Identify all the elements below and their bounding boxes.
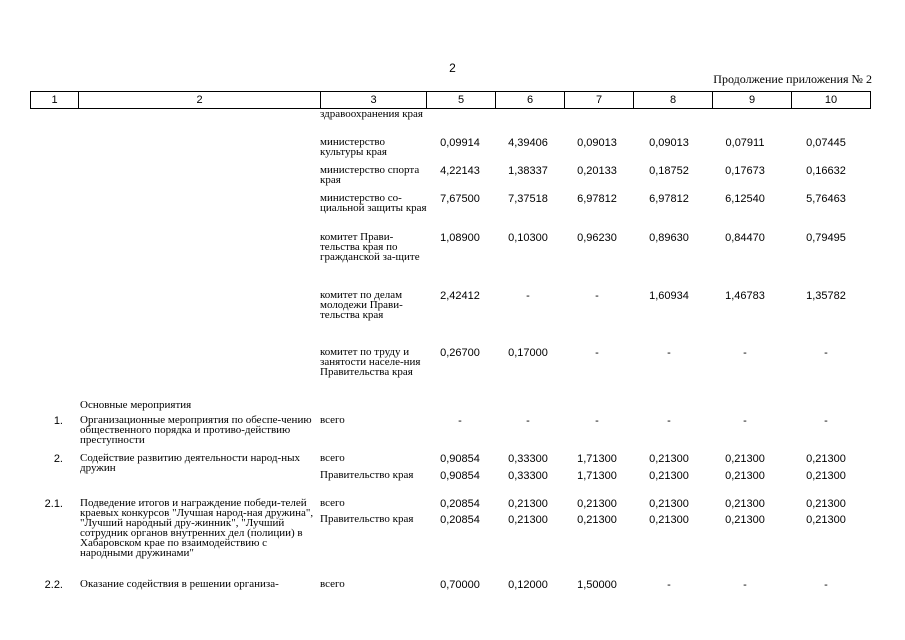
value-cell: 1,50000 [577,579,617,591]
value-cell: 7,37518 [508,193,548,205]
value-cell: - [667,415,671,427]
value-cell: 0,20854 [440,514,480,526]
value-cell: 0,21300 [649,453,689,465]
value-cell: 0,16632 [806,165,846,177]
executor-cell: Правительство края [320,513,414,525]
value-cell: 0,20133 [577,165,617,177]
value-cell: 0,07445 [806,137,846,149]
value-cell: 0,12000 [508,579,548,591]
value-cell: 0,09013 [649,137,689,149]
value-cell: 0,90854 [440,453,480,465]
page-number: 2 [449,61,456,75]
executor-cell: здравоохранения края [320,108,423,120]
executor-cell: всего [320,578,345,590]
value-cell: 6,12540 [725,193,765,205]
header-col-9: 9 [713,92,792,109]
value-cell: 0,21300 [806,470,846,482]
activity-name: Подведение итогов и награждение победи-телей краевых конкурсов "Лучшая народ-ная дружина", "Лучший народный дру-жинник", "Лучший сотрудник органов внутренних дел (полиции) в Хабаровском крае по взаимодействию с народными дружинами" [80,497,314,559]
value-cell: - [595,347,599,359]
value-cell: - [824,415,828,427]
value-cell: - [743,579,747,591]
value-cell: 0,21300 [806,453,846,465]
value-cell: 0,17000 [508,347,548,359]
value-cell: 1,46783 [725,290,765,302]
column-header-table [30,91,871,109]
value-cell: - [526,290,530,302]
value-cell: - [595,415,599,427]
header-col-6: 6 [496,92,565,109]
value-cell: 0,70000 [440,579,480,591]
value-cell: 6,97812 [649,193,689,205]
value-cell: 0,89630 [649,232,689,244]
value-cell: 7,67500 [440,193,480,205]
header-col-7: 7 [565,92,634,109]
row-number: 1. [53,415,63,427]
row-number: 2. [53,453,63,465]
value-cell: 1,08900 [440,232,480,244]
executor-cell: всего [320,414,345,426]
activity-name: Оказание содействия в решении организа- [80,578,279,590]
value-cell: 0,90854 [440,470,480,482]
executor-cell: министерство со-циальной защиты края [320,192,427,214]
value-cell: 0,09914 [440,137,480,149]
value-cell: 4,22143 [440,165,480,177]
value-cell: 0,26700 [440,347,480,359]
activity-name: Содействие развитию деятельности народ-ных дружин [80,452,300,474]
value-cell: - [526,415,530,427]
value-cell: - [743,347,747,359]
header-col-10: 10 [792,92,871,109]
value-cell: 0,18752 [649,165,689,177]
section-heading: Основные мероприятия [80,399,192,411]
value-cell: 0,21300 [806,514,846,526]
value-cell: 1,71300 [577,453,617,465]
executor-cell: всего [320,452,345,464]
value-cell: 0,21300 [508,498,548,510]
value-cell: 0,96230 [577,232,617,244]
executor-cell: Правительство края [320,469,414,481]
value-cell: 0,21300 [725,514,765,526]
value-cell: 0,09013 [577,137,617,149]
executor-cell: комитет по делам молодежи Прави-тельства края [320,289,403,321]
value-cell: - [458,415,462,427]
executor-cell: всего [320,497,345,509]
value-cell: 0,17673 [725,165,765,177]
value-cell: - [595,290,599,302]
header-col-1: 1 [31,92,79,109]
value-cell: 1,35782 [806,290,846,302]
header-col-8: 8 [634,92,713,109]
value-cell: 0,21300 [725,498,765,510]
value-cell: 0,20854 [440,498,480,510]
value-cell: 2,42412 [440,290,480,302]
value-cell: - [824,579,828,591]
value-cell: 0,07911 [725,137,765,149]
value-cell: 0,21300 [649,514,689,526]
continuation-title: Продолжение приложения № 2 [713,72,872,86]
value-cell: 6,97812 [577,193,617,205]
value-cell: - [667,347,671,359]
value-cell: 1,38337 [508,165,548,177]
executor-cell: комитет по труду и занятости населе-ния Правительства края [320,346,421,378]
header-col-3: 3 [321,92,427,109]
row-number: 2.2. [44,579,63,591]
value-cell: 1,60934 [649,290,689,302]
value-cell: 5,76463 [806,193,846,205]
row-number: 2.1. [44,498,63,510]
executor-cell: министерство спорта края [320,164,420,186]
executor-cell: министерство культуры края [320,136,387,158]
value-cell: - [667,579,671,591]
value-cell: 0,21300 [508,514,548,526]
header-col-5: 5 [427,92,496,109]
value-cell: 1,71300 [577,470,617,482]
value-cell: 4,39406 [508,137,548,149]
value-cell: - [743,415,747,427]
value-cell: - [824,347,828,359]
value-cell: 0,79495 [806,232,846,244]
activity-name: Организационные мероприятия по обеспе-чению общественного порядка и противо-действию преступности [80,414,312,446]
executor-cell: комитет Прави-тельства края по гражданской за-щите [320,231,420,263]
value-cell: 0,33300 [508,453,548,465]
value-cell: 0,21300 [577,498,617,510]
value-cell: 0,21300 [649,470,689,482]
value-cell: 0,21300 [725,470,765,482]
value-cell: 0,33300 [508,470,548,482]
value-cell: 0,21300 [725,453,765,465]
value-cell: 0,21300 [806,498,846,510]
value-cell: 0,21300 [577,514,617,526]
value-cell: 0,21300 [649,498,689,510]
header-col-2: 2 [79,92,321,109]
value-cell: 0,10300 [508,232,548,244]
value-cell: 0,84470 [725,232,765,244]
